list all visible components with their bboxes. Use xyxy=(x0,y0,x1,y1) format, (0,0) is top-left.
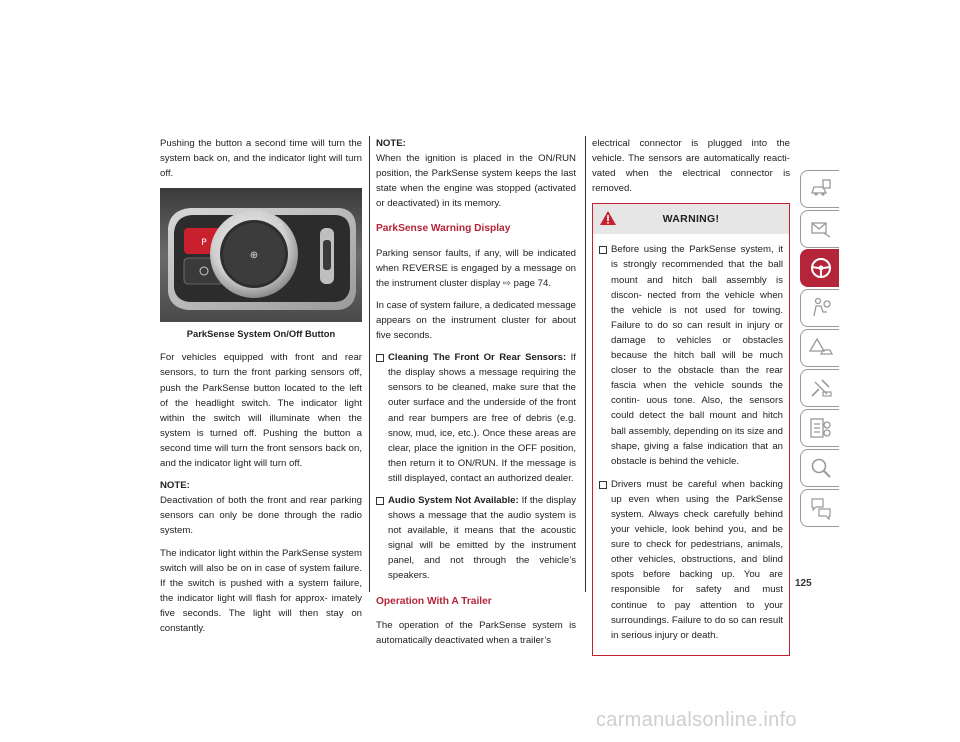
list-item-label: Cleaning The Front Or Rear Sensors: xyxy=(388,352,567,364)
chapter-tab-servicing[interactable] xyxy=(800,369,839,407)
note-label: NOTE: xyxy=(376,138,406,149)
note-text: When the ignition is placed in the ON/RUN position, the ParkSense system keeps the last state when the engine was stopped (activated or deactivated) in its memory. xyxy=(376,153,576,210)
parksense-button-photo xyxy=(160,188,362,322)
arrow-icon: ⇨ xyxy=(502,277,511,289)
language-icon xyxy=(809,496,833,520)
figure-caption: ParkSense System On/Off Button xyxy=(186,328,336,340)
paragraph: In case of system failure, a dedicated message appears on the instrument cluster for about five seconds. xyxy=(376,299,576,342)
chapter-tab-vehicle-info[interactable] xyxy=(800,170,839,208)
airbag-person-icon xyxy=(809,296,833,320)
chapter-tab-language[interactable] xyxy=(800,489,839,527)
chapter-tab-specs[interactable] xyxy=(800,409,839,447)
warning-triangle-car-icon xyxy=(809,336,833,360)
paragraph xyxy=(376,246,576,291)
envelope-key-icon xyxy=(809,217,833,241)
paragraph-text: Parking sensor faults, if any, will be indicated when REVERSE is engaged by a message on the instrument cluster display xyxy=(376,247,576,289)
list-item xyxy=(376,493,576,584)
vehicle-info-icon xyxy=(809,177,833,201)
list-item-text: If the display shows a message that the audio system is not available, it means that the acoustic signal will be emitted by the instrument panel, and not through the vehicle’s speakers. xyxy=(388,494,576,582)
svg-text:0: 0 xyxy=(240,215,244,223)
section-heading: Operation With A Trailer xyxy=(376,595,492,607)
tools-car-icon xyxy=(809,376,833,400)
paragraph: electrical connector is plugged into the vehicle. The sensors are automatically reacti- vated when the electrical connector is removed. xyxy=(592,138,790,195)
paragraph: The indicator light within the ParkSense system switch will also be on in case of system failure. If the switch is pushed with a system failure, the indicator light will flash for approx- imately five seconds. The light will then stay on constantly. xyxy=(160,547,362,634)
warning-title: WARNING! xyxy=(662,213,720,226)
chapter-tab-driving[interactable] xyxy=(800,249,839,287)
watermark: carmanualsonline.info xyxy=(596,709,797,731)
paragraph: For vehicles equipped with front and rear sensors, to turn the front parking sensors off, push the ParkSense button located to the left of the headlight switch. The indicator light within the switch will illuminate when the system is turned off. Pushing the button a second time will turn the front sensors back on, and the indicator light will turn off. xyxy=(160,352,362,470)
chapter-tab-emergency[interactable] xyxy=(800,329,839,367)
note-label: NOTE: xyxy=(160,480,190,492)
column-3 xyxy=(592,136,790,656)
chapter-tab-index[interactable] xyxy=(800,449,839,487)
svg-text:⊕: ⊕ xyxy=(249,250,259,262)
paragraph: Pushing the button a second time will turn the system back on, and the indicator light will turn off. xyxy=(160,138,362,180)
warning-header xyxy=(593,204,789,234)
paragraph: The operation of the ParkSense system is automatically deactivated when a trailer’s xyxy=(376,619,576,646)
column-divider xyxy=(369,136,370,592)
warning-list-item: Drivers must be careful when backing up even when using the ParkSense system. Always check carefully behind your vehicle, look behind you, and be sure to check for pedestrians, animals, other vehicles, obstructions, and blind spots before backing up. You are responsible for safety and must continue to pay attention to your surroundings. Failure to do so can result in serious injury or death. xyxy=(599,477,783,643)
note-text: Deactivation of both the front and rear parking sensors can only be done through the radio system. xyxy=(160,495,362,537)
list-item-label: Audio System Not Available: xyxy=(388,494,519,506)
page-reference-link[interactable]: page 74. xyxy=(513,277,551,289)
list-item xyxy=(376,350,576,486)
list-item-text: If the display shows a message requiring the sensors to be cleaned, make sure that the outer surface and the underside of the front and rear bumpers are free of debris (e.g. snow, mud, ice, etc.). Once these areas are clear, place the ignition in the OFF position, then return it to ON/RUN. If the message is still displayed, contact an authorized dealer. xyxy=(388,352,576,484)
column-1 xyxy=(160,136,362,643)
warning-box xyxy=(592,203,790,655)
specs-list-icon xyxy=(809,416,833,440)
svg-text:P: P xyxy=(201,238,207,249)
section-heading: ParkSense Warning Display xyxy=(376,223,511,235)
svg-text:≡: ≡ xyxy=(278,221,284,229)
page-number: 125 xyxy=(795,578,812,589)
chapter-tab-keys[interactable] xyxy=(800,210,839,248)
column-2 xyxy=(376,136,576,655)
warning-list-item: Before using the ParkSense system, it is strongly recommended that the ball mount and hitch ball assembly is discon- nected from the vehicle when the vehicle is not used for towing. Failure to do so can result in injury or damage to vehicles or obstacles because the hitch ball will be much closer to the obstacle than the rear fascia when the vehicle sounds the contin- uous tone. Also, the sensors could detect the ball mount and hitch ball assembly, depending on its size and shape, giving a false indication that an obstacle is behind the vehicle. xyxy=(599,242,783,468)
search-icon xyxy=(809,456,833,480)
steering-wheel-icon xyxy=(809,256,833,280)
column-divider xyxy=(585,136,586,592)
warning-body xyxy=(593,234,789,654)
svg-text:≈: ≈ xyxy=(257,211,263,219)
chapter-tab-safety[interactable] xyxy=(800,289,839,327)
